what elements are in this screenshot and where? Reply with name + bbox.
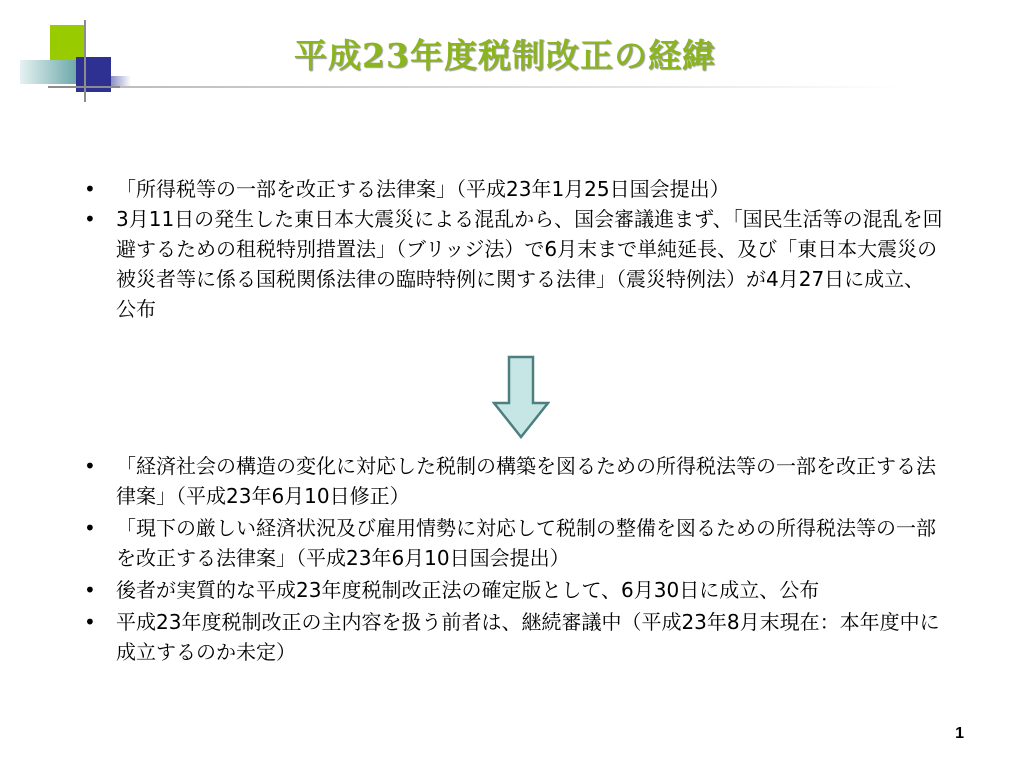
- bullet-text: 3月11日の発生した東日本大震災による混乱から、国会審議進まず、「国民生活等の混乱を回避するための租税特別措置法」（ブリッジ法）で6月末まで単純延長、及び「東日本大震災の被災者等に係る国税関係法律の臨時特例に関する法律」（震災特例法）が4月27日に成立、公布: [116, 207, 943, 321]
- bullet-marker: •: [84, 516, 96, 540]
- logo-vertical-line: [84, 20, 86, 102]
- logo-teal-bar: [20, 60, 78, 84]
- bullet-marker: •: [84, 207, 96, 231]
- logo-green-square: [50, 25, 85, 60]
- bullet-text: 「経済社会の構造の変化に対応した税制の構築を図るための所得税法等の一部を改正する法律案」（平成23年6月10日修正）: [116, 454, 936, 508]
- down-arrow-icon: [492, 355, 550, 439]
- bullet-marker: •: [84, 454, 96, 478]
- list-item: [84, 575, 944, 605]
- bullet-marker: •: [84, 177, 96, 201]
- list-item: [84, 513, 944, 573]
- page-number: 1: [955, 725, 964, 742]
- top-bullet-list: [84, 174, 944, 324]
- bullet-marker: •: [84, 578, 96, 602]
- title-underline: [120, 86, 900, 88]
- bullet-text: 「所得税等の一部を改正する法律案」（平成23年1月25日国会提出）: [116, 177, 730, 201]
- bullet-text: 「現下の厳しい経済状況及び雇用情勢に対応して税制の整備を図るための所得税法等の一部を改正する法律案」（平成23年6月10日国会提出）: [116, 516, 936, 570]
- list-item: [84, 607, 944, 667]
- bullet-marker: •: [84, 610, 96, 634]
- list-item: [84, 451, 944, 511]
- bullet-text: 後者が実質的な平成23年度税制改正法の確定版として、6月30日に成立、公布: [116, 578, 820, 602]
- corner-logo: [0, 0, 140, 110]
- bottom-bullet-list: [84, 451, 944, 669]
- slide-title: 平成23年度税制改正の経緯: [294, 36, 716, 75]
- down-arrow-shape: [494, 357, 548, 437]
- list-item: [84, 204, 944, 324]
- list-item: [84, 174, 944, 204]
- bullet-text: 平成23年度税制改正の主内容を扱う前者は、継続審議中（平成23年8月末現在：本年度中に成立するのか未定）: [116, 610, 940, 664]
